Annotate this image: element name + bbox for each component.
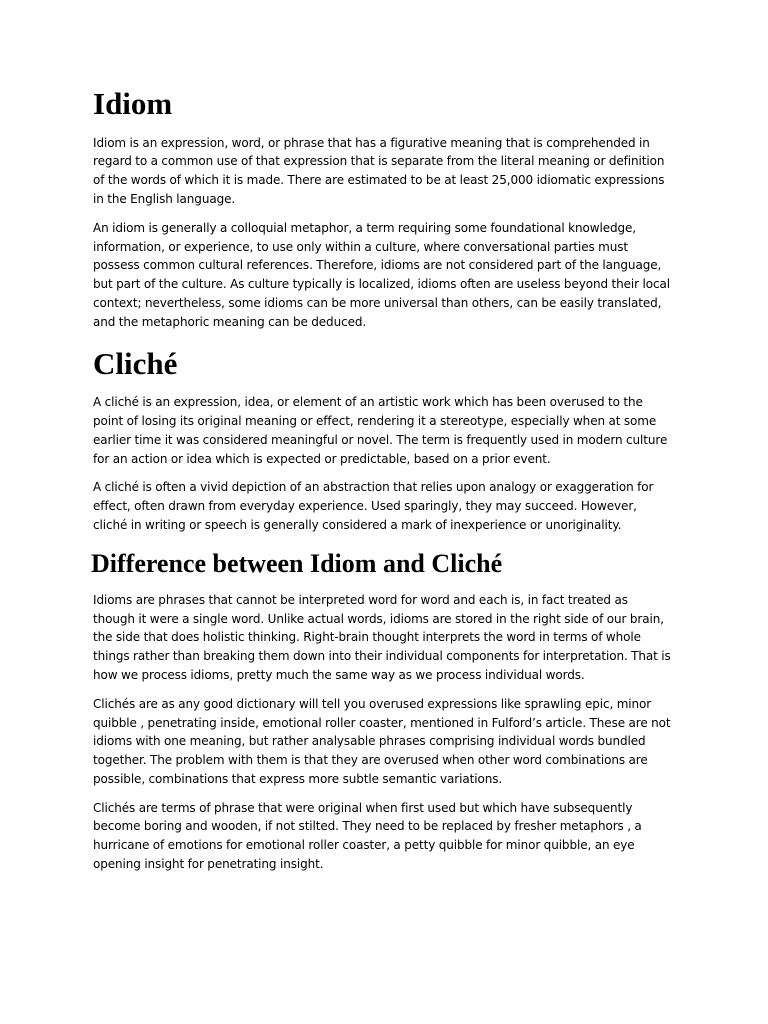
heading-idiom: Idiom <box>93 86 173 121</box>
paragraph-cliche-definition: A cliché is an expression, idea, or element of an artistic work which has been overused to the point of losing its original meaning or effect, rendering it a stereotype, especially when at some earlier time it was considered meaningful or novel. The term is frequently used in modern culture for an action or idea which is expected or predictable, based on a prior event. <box>93 395 668 466</box>
heading-difference: Difference between Idiom and Cliché <box>91 548 503 578</box>
paragraph-cliche-usage: A cliché is often a vivid depiction of an abstraction that relies upon analogy or exaggeration for effect, often drawn from everyday experience. Used sparingly, they may succeed. However, cliché in writing or speech is generally considered a mark of inexperience or unoriginality. <box>93 480 654 533</box>
heading-cliche: Cliché <box>93 345 178 381</box>
paragraph-idiom-definition: Idiom is an expression, word, or phrase that has a figurative meaning that is comprehended in regard to a common use of that expression that is separate from the literal meaning or definition of the words of which it is made. There are estimated to be at least 25,000 idiomatic expressions in the English language. <box>93 135 665 207</box>
paragraph-idiom-culture: An idiom is generally a colloquial metaphor, a term requiring some foundational knowledge, information, or experience, to use only within a culture, where conversational parties must possess common cultural references. Therefore, idioms are not considered part of the language, but part of the culture. As culture typically is localized, idioms often are useless beyond their local context; nevertheless, some idioms can be more universal than others, can be easily translated, and the metaphoric meaning can be deduced. <box>93 220 670 329</box>
paragraph-difference-cliches: Clichés are as any good dictionary will tell you overused expressions like sprawling epic, minor quibble , penetrating inside, emotional roller coaster, mentioned in Fulford’s article. These are not idioms with one meaning, but rather analysable phrases comprising individual words bundled together. The problem with them is that they are overused when other word combinations are possible, combinations that express more subtle semantic variations. <box>93 696 671 786</box>
paragraph-difference-idioms: Idioms are phrases that cannot be interpreted word for word and each is, in fact treated as though it were a single word. Unlike actual words, idioms are stored in the right side of our brain, the side that does holistic thinking. Right-brain thought interprets the word in terms of whole things rather than breaking them down into their individual components for interpretation. That is how we process idioms, pretty much the same way as we process individual words. <box>93 592 671 682</box>
document-page <box>93 86 673 874</box>
paragraph-difference-replacement: Clichés are terms of phrase that were original when first used but which have subsequently become boring and wooden, if not stilted. They need to be replaced by fresher metaphors , a hurricane of emotions for emotional roller coaster, a petty quibble for minor quibble, an eye opening insight for penetrating insight. <box>93 800 642 872</box>
